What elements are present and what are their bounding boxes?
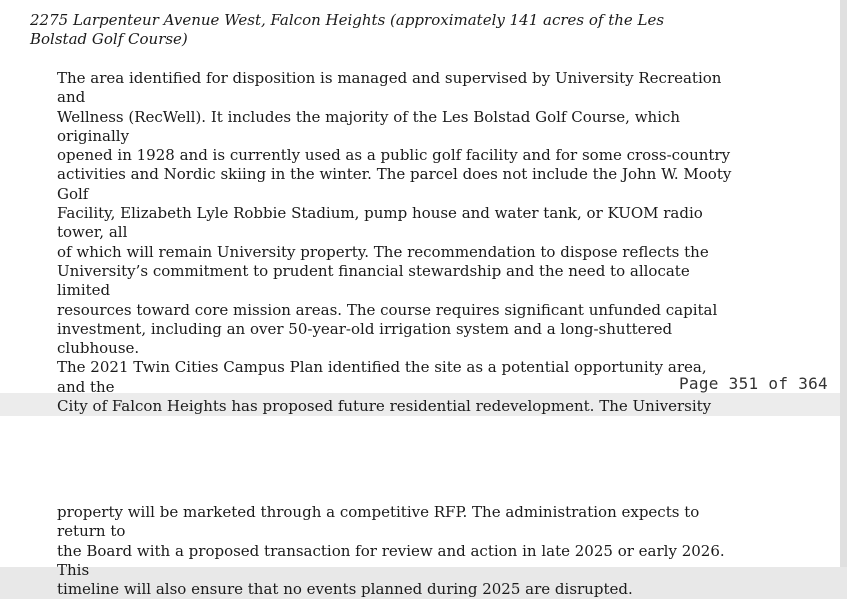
disposition-paragraph — [57, 69, 737, 474]
text-line: The 2021 Twin Cities Campus Plan identified the site as a potential opportunity area, and the — [57, 358, 707, 396]
text-line: of which will remain University property. The recommendation to dispose reflects the — [57, 242, 709, 261]
text-line: investment, including an over 50-year-old irrigation system and a long-shuttered clubhouse. — [57, 319, 673, 358]
text-line: the Board with a proposed transaction for review and action in late 2025 or early 2026. This — [57, 541, 725, 579]
text-line: property will be marketed through a competitive RFP. The administration expects to return to — [57, 503, 700, 541]
text-line: University’s commitment to prudent financial stewardship and the need to allocate limited — [57, 261, 690, 300]
text-line: The area identified for disposition is managed and supervised by University Recreation and — [57, 69, 722, 107]
disposition-paragraph-continued — [57, 503, 737, 599]
text-line: activities and Nordic skiing in the winter. The parcel does not include the John W. Mooty Golf — [57, 165, 732, 203]
text-line: timeline will also ensure that no events planned during 2025 are disrupted. — [57, 580, 633, 599]
text-line: opened in 1928 and is currently used as a public golf facility and for some cross-country — [57, 146, 731, 165]
text-line: Wellness (RecWell). It includes the majority of the Les Bolstad Golf Course, which originally — [57, 107, 681, 145]
text-line: Facility, Elizabeth Lyle Robbie Stadium, pump house and water tank, or KUOM radio tower, all — [57, 204, 703, 242]
text-line: City of Falcon Heights has proposed future residential redevelopment. The University — [57, 397, 712, 416]
page-number-indicator: Page 351 of 364 — [679, 374, 828, 393]
page-352 — [0, 416, 840, 599]
text-line: resources toward core mission areas. The course requires significant unfunded capital — [57, 300, 718, 319]
scrollbar-track[interactable] — [840, 0, 847, 567]
property-heading: 2275 Larpenteur Avenue West, Falcon Heights (approximately 141 acres of the Les Bolstad Golf Course) — [30, 11, 665, 48]
